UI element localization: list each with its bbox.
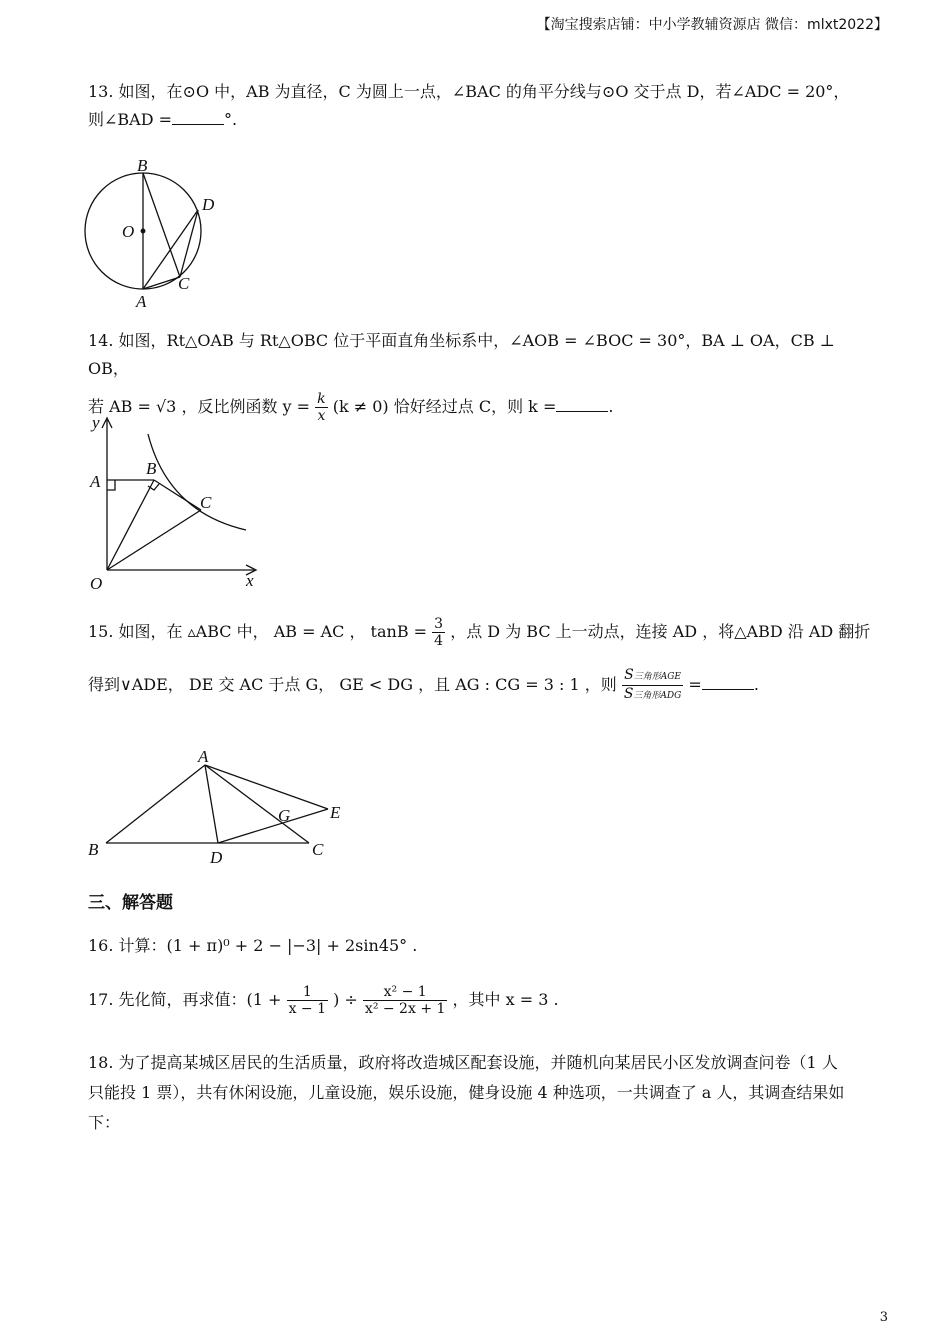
right-angle-a bbox=[107, 480, 115, 490]
q13-text: 如图，在⊙O 中，AB 为直径，C 为圆上一点，∠BAC 的角平分线与⊙O 交于点 D，若∠ADC = 20°， bbox=[118, 82, 850, 101]
q15-line2: 得到∨ADE， DE 交 AC 于点 G， GE < DG ，且 AG : CG = 3 : 1 ，则 $\frac{\text{S三角形AGE}}{\text{S三角形ADG}}$ = . bbox=[88, 667, 759, 702]
hyperbola-curve bbox=[148, 434, 246, 530]
label-o: O bbox=[90, 574, 103, 593]
q13-circle-figure bbox=[78, 155, 238, 313]
question-14 bbox=[88, 327, 878, 424]
fraction-k-over-x: $\frac{k}{x}$ bbox=[317, 391, 326, 424]
fraction-3-over-4: $\frac{3}{4}$ bbox=[434, 616, 444, 649]
fraction-1-over-x-minus-1: $\frac{1}{x - 1}$ bbox=[288, 984, 326, 1017]
q16-number: 16. bbox=[88, 936, 114, 955]
segment-ab bbox=[106, 765, 205, 843]
q14-line2: 若 AB = √3 ，反比例函数 y = $\frac{k}{x}$ (k ≠ 0) 恰好经过点 C，则 k = . bbox=[88, 391, 614, 424]
q15-condition: ，点 D 为 BC 上一动点，连接 AD ，将△ABD 沿 AD 翻折 bbox=[450, 622, 871, 641]
label-c: C bbox=[312, 840, 324, 859]
page-header: 【淘宝搜索店铺：中小学教辅资源店 微信：mlxt2022】 bbox=[536, 17, 888, 33]
label-y: y bbox=[92, 413, 100, 432]
q15-triangle-figure bbox=[84, 742, 364, 867]
fraction-quadratic: $\frac{\text{x² − 1}}{\text{x² − 2x + 1}}$ bbox=[364, 984, 446, 1017]
answer-blank bbox=[702, 675, 754, 690]
q17-intro: 先化简，再求值：(1 + bbox=[118, 990, 282, 1009]
segment-ae bbox=[205, 765, 328, 809]
page-number: 3 bbox=[879, 1310, 888, 1325]
answer-blank bbox=[172, 110, 224, 125]
q13-line2 bbox=[88, 106, 878, 134]
segment-de bbox=[218, 809, 328, 843]
q18-line2: 只能投 1 票），共有休闲设施，儿童设施，娱乐设施，健身设施 4 种选项，一共调查了 a 人，其调查结果如 bbox=[88, 1083, 845, 1102]
label-b: B bbox=[137, 156, 148, 175]
q18-line1: 18. 为了提高某城区居民的生活质量，政府将改造城区配套设施，并随机向某居民小区发放调查问卷（1 人 bbox=[88, 1053, 838, 1072]
q13-line1 bbox=[88, 78, 878, 106]
q13-unit: °. bbox=[224, 110, 238, 129]
area-ratio-fraction: $\frac{\text{S三角形AGE}}{\text{S三角形ADG}}$ bbox=[623, 667, 682, 702]
segment-bc bbox=[154, 480, 201, 510]
q18-number: 18. bbox=[88, 1053, 114, 1072]
q14-line1 bbox=[88, 327, 878, 383]
label-o: O bbox=[122, 222, 135, 241]
label-g: G bbox=[278, 806, 291, 825]
q15-line1 bbox=[88, 616, 878, 649]
q18-line3: 下： bbox=[88, 1113, 121, 1132]
question-18 bbox=[88, 1048, 878, 1138]
q16-text: 计算：(1 + π)⁰ + 2 − |−3| + 2sin45° . bbox=[118, 936, 418, 955]
q14-condition: 若 AB = √3 ，反比例函数 y = bbox=[88, 397, 311, 416]
label-a: A bbox=[90, 472, 101, 491]
q15-ask: 得到∨ADE， DE 交 AC 于点 G， GE < DG ，且 AG : CG = 3 : 1 ，则 bbox=[88, 675, 617, 694]
question-13 bbox=[88, 78, 878, 134]
q14-number: 14. bbox=[88, 331, 114, 350]
segment-ob bbox=[107, 480, 154, 570]
section-heading: 三、解答题 bbox=[88, 893, 173, 913]
segment-oc bbox=[107, 510, 201, 570]
label-x: x bbox=[246, 571, 254, 590]
q15-intro: 如图，在 ▵ABC 中， AB = AC ， tanB = bbox=[118, 622, 428, 641]
label-b: B bbox=[146, 459, 157, 478]
q14-ask: (k ≠ 0) 恰好经过点 C，则 k = bbox=[332, 397, 557, 416]
label-c: C bbox=[178, 274, 190, 293]
q14-text: 如图，Rt△OAB 与 Rt△OBC 位于平面直角坐标系中，∠AOB = ∠BOC = 30°，BA ⊥ OA，CB ⊥ OB， bbox=[88, 331, 835, 378]
label-c: C bbox=[200, 493, 212, 512]
q13-number: 13. bbox=[88, 82, 114, 101]
question-15 bbox=[88, 616, 878, 704]
center-point bbox=[141, 229, 145, 233]
q13-ask: 则∠BAD = bbox=[88, 110, 173, 129]
label-a: A bbox=[136, 292, 147, 311]
segment-ad bbox=[205, 765, 218, 843]
label-b: B bbox=[88, 840, 99, 859]
q14-coordinate-figure bbox=[84, 412, 264, 597]
question-16 bbox=[88, 932, 878, 960]
q17-number: 17. bbox=[88, 990, 114, 1009]
q17-condition: ，其中 x = 3 . bbox=[452, 990, 559, 1009]
label-e: E bbox=[330, 803, 341, 822]
answer-blank bbox=[556, 397, 608, 412]
label-a: A bbox=[198, 747, 209, 766]
label-d: D bbox=[202, 195, 215, 214]
question-17: 17. 先化简，再求值：(1 + $\frac{1}{x - 1}$ ) ÷ $\frac{\text{x² − 1}}{\text{x² − 2x + 1}}$ ，其中 x = 3 . bbox=[88, 984, 559, 1017]
q15-number: 15. bbox=[88, 622, 114, 641]
label-d: D bbox=[210, 848, 223, 867]
chord-ac bbox=[143, 277, 180, 289]
